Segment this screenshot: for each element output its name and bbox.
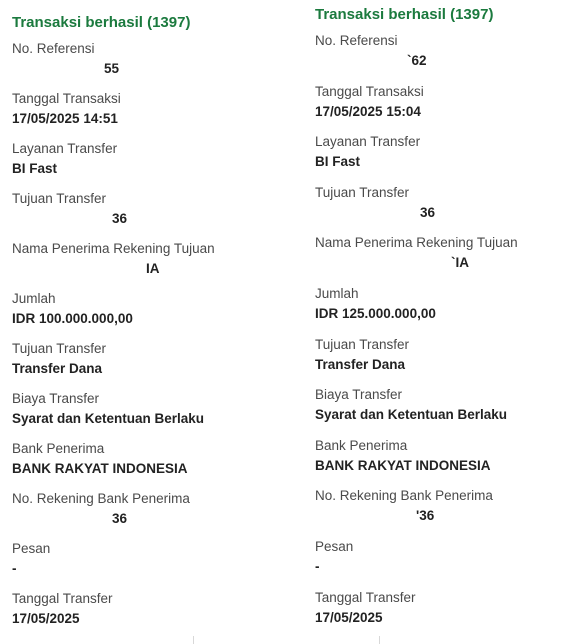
field-value: 17/05/2025 xyxy=(315,609,383,625)
field-label: No. Rekening Bank Penerima xyxy=(315,488,493,504)
transfer-purpose-field xyxy=(315,336,565,387)
field-label: Tanggal Transaksi xyxy=(315,83,424,99)
field-value: `62 xyxy=(407,53,427,68)
field-label: Layanan Transfer xyxy=(315,134,421,150)
field-value: BANK RAKYAT INDONESIA xyxy=(315,457,491,473)
field-label: Pesan xyxy=(12,541,51,556)
field-value: 17/05/2025 xyxy=(12,611,80,626)
field-value: BI Fast xyxy=(12,161,58,176)
transfer-service-field xyxy=(315,133,565,184)
transaction-success-title: Transaksi berhasil (1397) xyxy=(12,14,191,31)
field-label: Nama Penerima Rekening Tujuan xyxy=(315,235,518,251)
field-label: Jumlah xyxy=(315,285,359,301)
field-label: Nama Penerima Rekening Tujuan xyxy=(12,241,215,256)
message-field xyxy=(315,538,565,589)
reference-number-field xyxy=(315,32,565,83)
field-value: Syarat dan Ketentuan Berlaku xyxy=(315,407,508,423)
recipient-bank-field xyxy=(12,440,282,490)
transfer-fee-field xyxy=(12,390,282,440)
transaction-date-field xyxy=(12,90,282,140)
amount-field xyxy=(315,285,565,336)
field-value: Syarat dan Ketentuan Berlaku xyxy=(12,411,205,426)
message-field xyxy=(12,540,282,590)
reference-number-field xyxy=(12,40,282,90)
field-label: Layanan Transfer xyxy=(12,141,118,156)
field-value: 17/05/2025 15:04 xyxy=(315,103,421,119)
field-label: Bank Penerima xyxy=(12,441,105,456)
field-label: Bank Penerima xyxy=(315,437,408,453)
recipient-bank-field xyxy=(315,437,565,488)
transaction-date-field xyxy=(315,83,565,134)
recipient-name-field xyxy=(12,240,282,290)
transfer-destination-field xyxy=(315,184,565,235)
field-value: '36 xyxy=(416,508,435,524)
field-value: IA xyxy=(146,261,160,276)
divider xyxy=(379,636,380,644)
transfer-purpose-field xyxy=(12,340,282,390)
transaction-success-title: Transaksi berhasil (1397) xyxy=(315,6,494,23)
field-label: Tujuan Transfer xyxy=(12,341,107,356)
field-label: No. Rekening Bank Penerima xyxy=(12,491,190,506)
recipient-account-number-field xyxy=(12,490,282,540)
field-label: Tujuan Transfer xyxy=(12,191,107,206)
transfer-date-field xyxy=(12,590,282,640)
field-value: 36 xyxy=(112,511,128,526)
field-value: Transfer Dana xyxy=(315,356,406,372)
recipient-name-field xyxy=(315,234,565,285)
divider xyxy=(193,636,194,644)
field-label: Tanggal Transfer xyxy=(315,589,416,605)
transfer-date-field xyxy=(315,589,565,640)
field-value: BANK RAKYAT INDONESIA xyxy=(12,461,188,476)
field-label: Tujuan Transfer xyxy=(315,184,410,200)
left-transaction-receipt xyxy=(12,14,282,640)
field-label: No. Referensi xyxy=(12,41,95,56)
field-value: - xyxy=(315,558,320,574)
field-label: Pesan xyxy=(315,538,354,554)
field-value: 55 xyxy=(104,61,120,76)
recipient-account-number-field xyxy=(315,487,565,538)
field-value: - xyxy=(12,561,17,576)
field-value: 36 xyxy=(420,204,436,220)
amount-field xyxy=(12,290,282,340)
field-label: Biaya Transfer xyxy=(12,391,100,406)
field-label: No. Referensi xyxy=(315,33,398,48)
field-label: Tanggal Transaksi xyxy=(12,91,121,106)
field-value: Transfer Dana xyxy=(12,361,103,376)
transfer-fee-field xyxy=(315,386,565,437)
field-value: IDR 100.000.000,00 xyxy=(12,311,133,326)
right-transaction-receipt xyxy=(315,6,565,639)
field-label: Tanggal Transfer xyxy=(12,591,113,606)
field-label: Tujuan Transfer xyxy=(315,336,410,352)
field-value: 36 xyxy=(112,211,128,226)
transfer-service-field xyxy=(12,140,282,190)
field-value: BI Fast xyxy=(315,154,361,170)
field-value: `IA xyxy=(451,255,469,271)
field-value: IDR 125.000.000,00 xyxy=(315,305,436,321)
field-label: Biaya Transfer xyxy=(315,387,403,403)
field-label: Jumlah xyxy=(12,291,56,306)
transfer-destination-field xyxy=(12,190,282,240)
field-value: 17/05/2025 14:51 xyxy=(12,111,118,126)
